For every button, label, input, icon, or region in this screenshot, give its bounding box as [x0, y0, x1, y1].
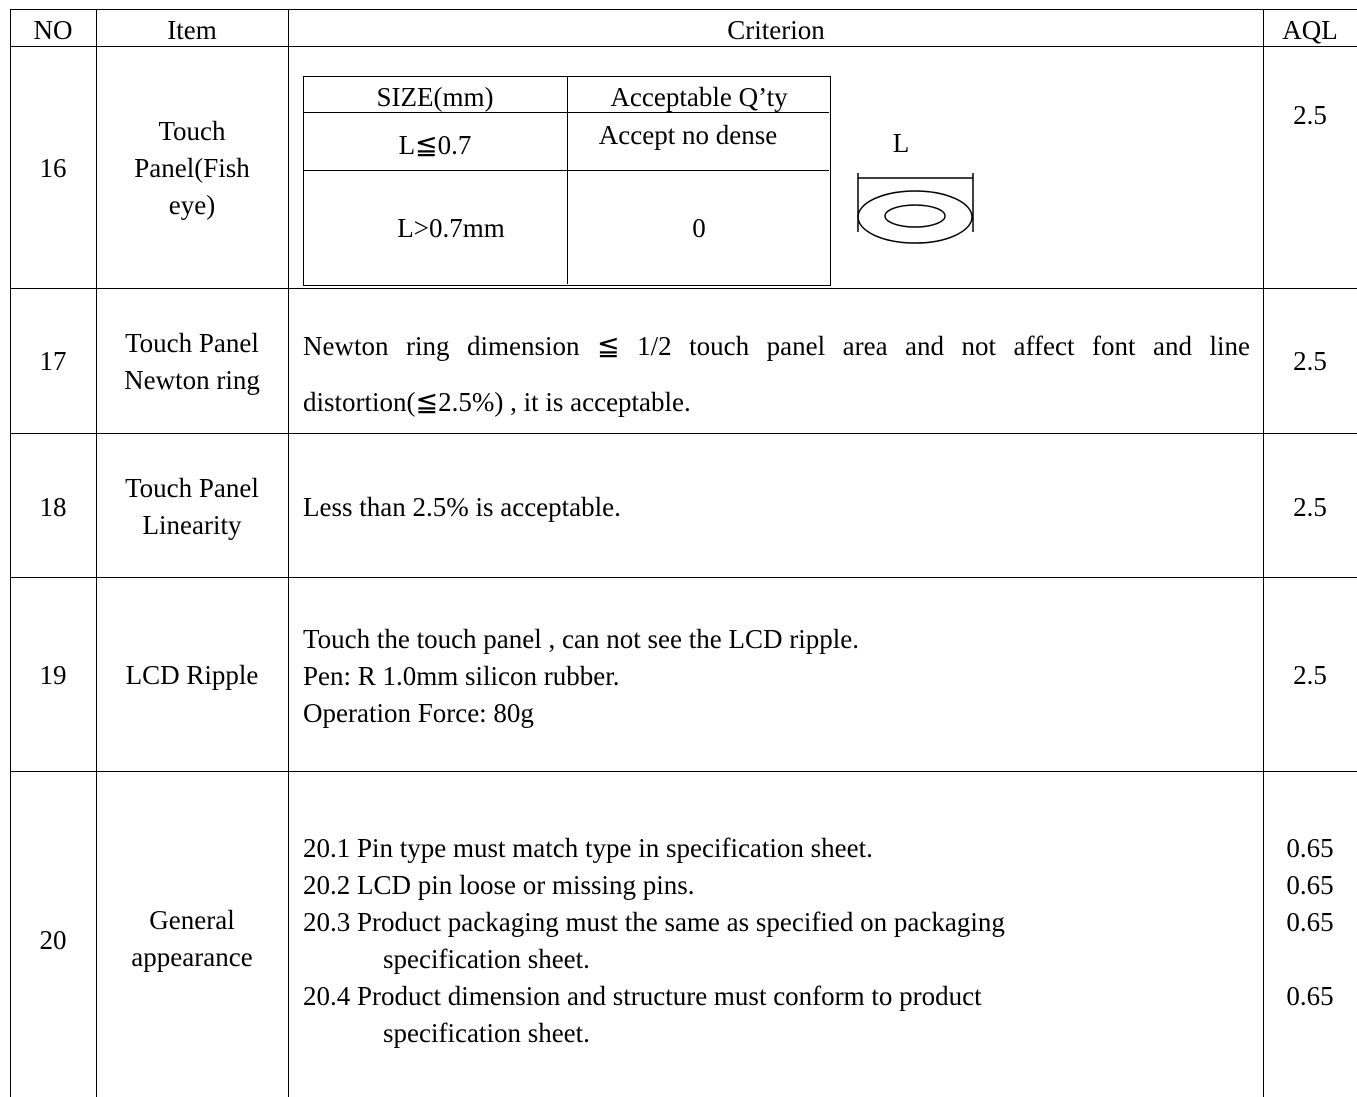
row-item: LCD Ripple — [125, 660, 259, 690]
row-divider — [10, 433, 1357, 434]
qty-cell: Accept no dense — [598, 120, 778, 150]
header-no: NO — [33, 15, 73, 45]
row-divider — [10, 288, 1357, 289]
row-item: Touch Panel Linearity — [125, 473, 259, 540]
row-item: General appearance — [131, 905, 253, 972]
row-aql: 2.5 — [1293, 660, 1327, 690]
row-criterion: Newton ring dimension ≦ 1/2 touch panel area and not affect font and line distortion(≦2.5%) , it is acceptable. — [303, 331, 1250, 417]
row-no: 19 — [39, 660, 67, 690]
size-header: SIZE(mm) — [376, 82, 494, 112]
header-aql: AQL — [1282, 15, 1338, 45]
header-divider — [10, 46, 1357, 47]
row-divider — [10, 577, 1357, 578]
row-aql: 2.5 — [1293, 492, 1327, 522]
header-item: Item — [167, 15, 217, 45]
header-criterion: Criterion — [727, 15, 825, 45]
row-no: 16 — [39, 153, 67, 183]
row-no: 17 — [39, 346, 67, 376]
table-border-left — [10, 9, 11, 1097]
row-item: Touch Panel(Fish eye) — [134, 116, 250, 220]
fish-eye-diagram — [852, 170, 980, 250]
size-cell: L>0.7mm — [397, 213, 505, 243]
column-divider-item — [288, 9, 289, 1097]
qty-header: Acceptable Q’ty — [610, 82, 788, 112]
row-no: 20 — [39, 925, 67, 955]
fish-eye-label: L — [892, 128, 910, 158]
row-aql: 2.5 — [1293, 346, 1327, 376]
table-border-top — [10, 9, 1357, 10]
row-divider — [10, 771, 1357, 772]
row-criterion: Touch the touch panel , can not see the LCD ripple. Pen: R 1.0mm silicon rubber. Operation Force: 80g — [303, 624, 859, 728]
row-aql: 0.65 0.65 0.65 0.65 — [1286, 833, 1334, 1011]
row-no: 18 — [39, 492, 67, 522]
row-criterion: Less than 2.5% is acceptable. — [303, 492, 621, 522]
row-criterion: 20.1 Pin type must match type in specification sheet. 20.2 LCD pin loose or missing pins. 20.3 Product packaging must the same as specified on packaging specification sheet. 20.4 Product dimension and structure must conform to product specification sheet. — [303, 833, 1005, 1048]
qty-cell: 0 — [692, 213, 706, 243]
row-aql: 2.5 — [1293, 100, 1327, 130]
row-item: Touch Panel Newton ring — [124, 328, 260, 395]
size-cell: L≦0.7 — [398, 130, 472, 160]
